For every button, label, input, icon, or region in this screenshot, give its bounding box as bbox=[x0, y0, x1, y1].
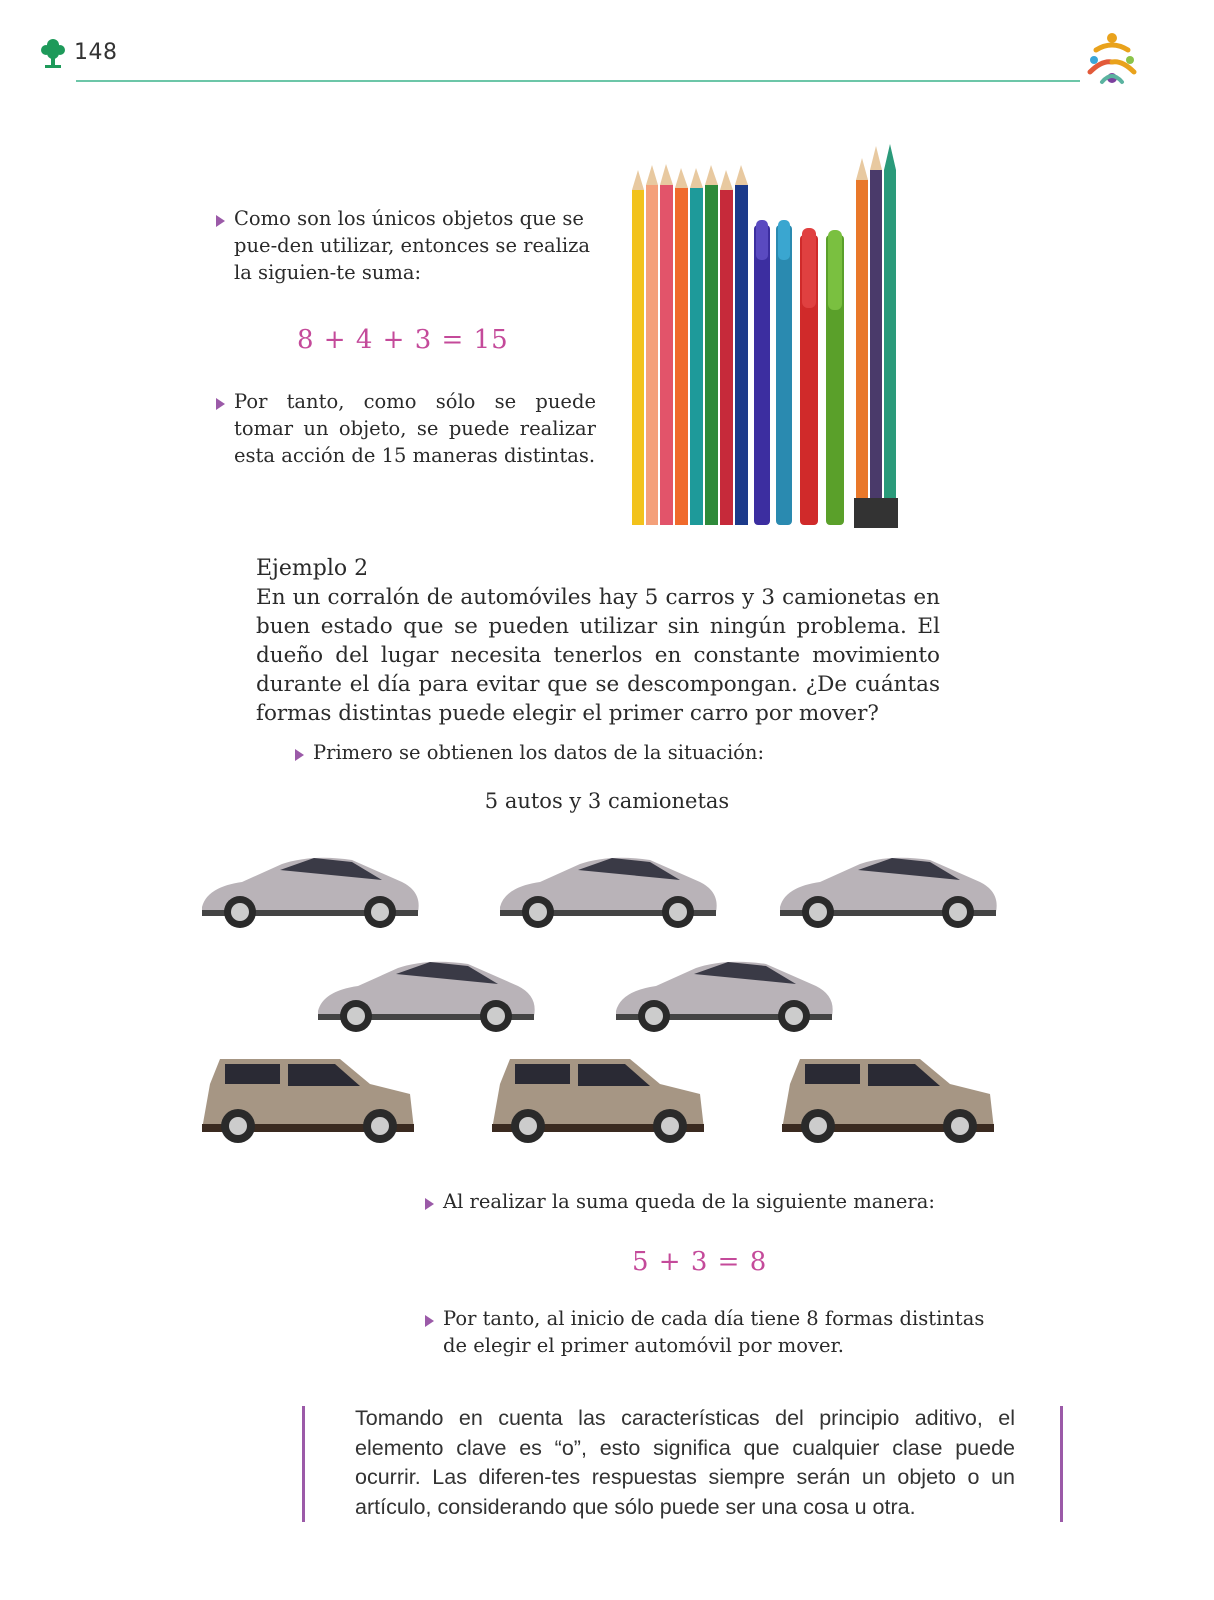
note-text: Tomando en cuenta las características del principio aditivo, el elemento clave es “o”, esto significa que cualquier clase puede ocurrir. Las diferen-tes respuestas siempre serán un objeto o un artículo, considerando que sólo puede ser una cosa u otra. bbox=[355, 1406, 1015, 1519]
bullet-marker bbox=[425, 1315, 434, 1327]
paragraph-data-intro: Primero se obtienen los datos de la situación: bbox=[313, 741, 765, 764]
paragraph-sum-setup: Al realizar la suma queda de la siguiente manera: bbox=[443, 1190, 935, 1213]
paragraph-conclusion: Por tanto, al inicio de cada día tiene 8 formas distintas de elegir el primer automóvil por mover. bbox=[443, 1307, 985, 1357]
colored-pencils-and-pens-image bbox=[630, 140, 930, 540]
note-accent-bar-right bbox=[1060, 1406, 1063, 1522]
compact-suv-icon bbox=[782, 1059, 994, 1143]
tree-emblem-icon bbox=[38, 36, 68, 70]
bullet-marker bbox=[216, 215, 225, 227]
sports-car-icon bbox=[616, 962, 833, 1032]
bullet-marker bbox=[216, 398, 225, 410]
bullet-marker bbox=[425, 1198, 434, 1210]
sports-car-icon bbox=[202, 858, 419, 928]
vehicles-illustration bbox=[200, 840, 1030, 1170]
note-accent-bar-left bbox=[302, 1406, 305, 1522]
sports-car-icon bbox=[318, 962, 535, 1032]
paragraph-sum-intro: Como son los únicos objetos que se pue-den utilizar, entonces se realiza la siguien-te suma: bbox=[234, 207, 591, 284]
sports-car-icon bbox=[780, 858, 997, 928]
sports-car-icon bbox=[500, 858, 717, 928]
paragraph-sum-conclusion: Por tanto, como sólo se puede tomar un objeto, se puede realizar esta acción de 15 maneras distintas. bbox=[234, 390, 596, 467]
equation-sum-15: 8 + 4 + 3 = 15 bbox=[297, 325, 509, 355]
example-title: Ejemplo 2 bbox=[256, 556, 369, 581]
data-caption: 5 autos y 3 camionetas bbox=[484, 789, 730, 813]
compact-suv-icon bbox=[202, 1059, 414, 1143]
header-rule bbox=[76, 80, 1080, 82]
bullet-marker bbox=[295, 749, 304, 761]
compact-suv-icon bbox=[492, 1059, 704, 1143]
example-body: En un corralón de automóviles hay 5 carros y 3 camionetas en buen estado que se pueden utilizar sin ningún problema. El dueño del lugar necesita tenerlos en constante movimiento durante el día para evitar que se descompongan. ¿De cuántas formas distintas puede elegir el primer carro por mover? bbox=[256, 585, 940, 726]
equation-sum-8: 5 + 3 = 8 bbox=[632, 1247, 768, 1277]
page-number: 148 bbox=[74, 40, 118, 65]
colorful-figures-logo-icon bbox=[1082, 30, 1142, 88]
